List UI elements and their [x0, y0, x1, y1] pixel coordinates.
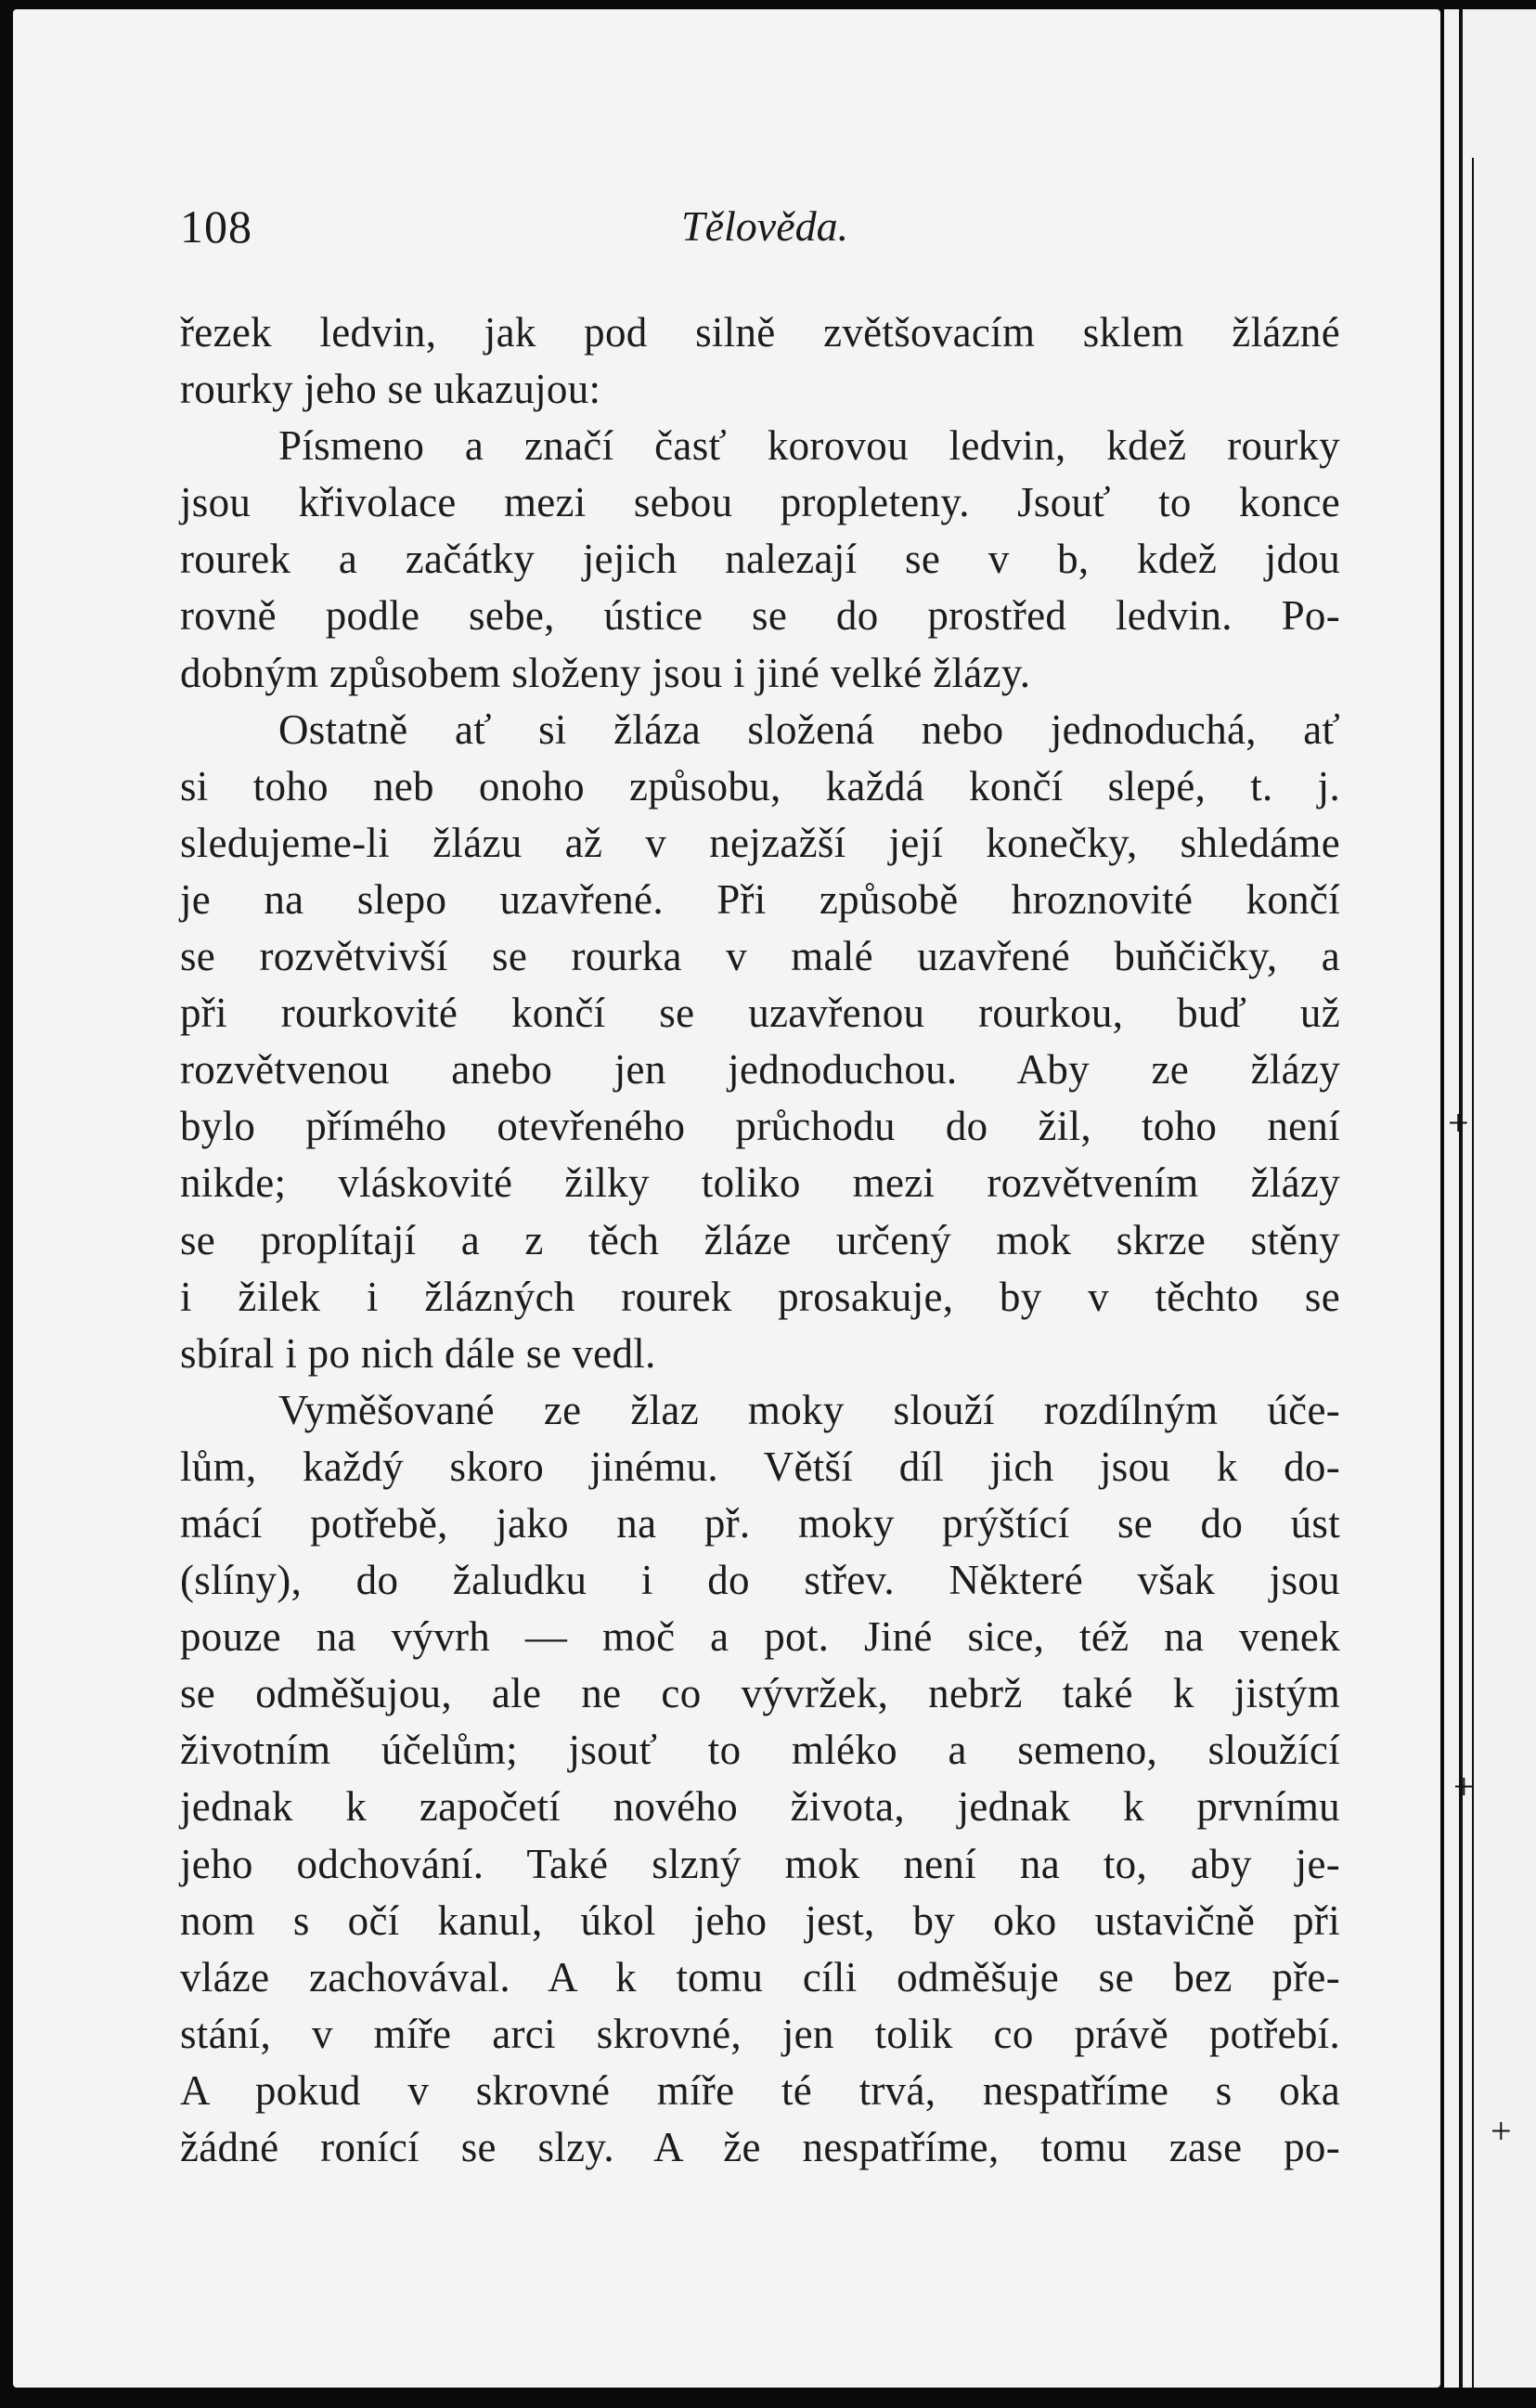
edge-mark: +: [1491, 2110, 1512, 2152]
text-line: pouze na vývrh — moč a pot. Jiné sice, též na venek: [180, 1613, 1340, 1661]
body-text: [180, 304, 1340, 2176]
running-title: Tělověda.: [681, 202, 849, 250]
text-line: stání, v míře arci skrovné, jen tolik co právě potřebí.: [180, 2010, 1340, 2057]
text-line: rozvětvenou anebo jen jednoduchou. Aby ze žlázy: [180, 1046, 1340, 1094]
book-page: [13, 9, 1440, 2388]
text-line: sledujeme-li žlázu až v nejzažší její konečky, shledáme: [180, 819, 1340, 866]
edge-mark: +: [1448, 1102, 1469, 1144]
text-line: lům, každý skoro jinému. Větší díl jich jsou k do-: [180, 1443, 1340, 1490]
adjacent-page-edge: [1444, 9, 1536, 2388]
text-line: se odměšujou, ale ne co vývržek, nebrž také k jistým: [180, 1670, 1340, 1717]
text-line: (slíny), do žaludku i do střev. Některé však jsou: [180, 1557, 1340, 1604]
text-line: řezek ledvin, jak pod silně zvětšovacím sklem žlázné: [180, 309, 1340, 356]
text-line: mácí potřebě, jako na př. moky prýštící se do úst: [180, 1499, 1340, 1547]
text-line: rovně podle sebe, ústice se do prostřed ledvin. Po-: [180, 592, 1340, 640]
text-line: jsou křivolace mezi sebou propleteny. Jsouť to konce: [180, 479, 1340, 526]
text-line: rourek a začátky jejich nalezají se v b, kdež jdou: [180, 536, 1340, 583]
text-line: sbíral i po nich dále se vedl.: [180, 1329, 656, 1377]
text-line: žádné ronící se slzy. A že nespatříme, tomu zase po-: [180, 2124, 1340, 2170]
text-line: Ostatně ať si žláza složená nebo jednoduchá, ať: [278, 706, 1340, 753]
page-edge-line: [1472, 158, 1474, 2388]
page-number: 108: [180, 201, 252, 252]
text-line: Vyměšované ze žlaz moky slouží rozdílným úče-: [278, 1386, 1340, 1433]
edge-mark: +: [1453, 1766, 1475, 1807]
text-line: Písmeno a značí časť korovou ledvin, kdež rourky: [278, 422, 1340, 470]
text-line: vláze zachovával. A k tomu cíli odměšuje se bez pře-: [180, 1953, 1340, 2000]
text-line: bylo přímého otevřeného průchodu do žil, toho není: [180, 1103, 1340, 1150]
text-line: si toho neb onoho způsobu, každá končí slepé, t. j.: [180, 762, 1340, 809]
page-edge-line: [1459, 9, 1463, 2388]
text-line: se proplítají a z těch žláze určený mok skrze stěny: [180, 1216, 1340, 1263]
text-line: i žilek i žlázných rourek prosakuje, by v těchto se: [180, 1273, 1340, 1320]
text-line: dobným způsobem složeny jsou i jiné velké žlázy.: [180, 649, 1031, 696]
text-line: nom s očí kanul, úkol jeho jest, by oko ustavičně při: [180, 1897, 1340, 1944]
text-line: životním účelům; jsouť to mléko a semeno, sloužící: [180, 1727, 1340, 1774]
text-line: se rozvětvivší se rourka v malé uzavřené buňčičky, a: [180, 933, 1340, 980]
text-line: A pokud v skrovné míře té trvá, nespatříme s oka: [180, 2066, 1340, 2114]
text-line: jednak k započetí nového života, jednak k prvnímu: [180, 1783, 1340, 1831]
text-line: jeho odchování. Také slzný mok není na to, aby je-: [180, 1840, 1340, 1887]
text-line: rourky jeho se ukazujou:: [180, 366, 601, 413]
text-line: při rourkovité končí se uzavřenou rourkou, buď už: [180, 990, 1340, 1037]
text-line: je na slepo uzavřené. Při způsobě hroznovité končí: [180, 875, 1340, 923]
text-line: nikde; vláskovité žilky toliko mezi rozvětvením žlázy: [180, 1159, 1340, 1207]
page-header: [180, 200, 867, 265]
